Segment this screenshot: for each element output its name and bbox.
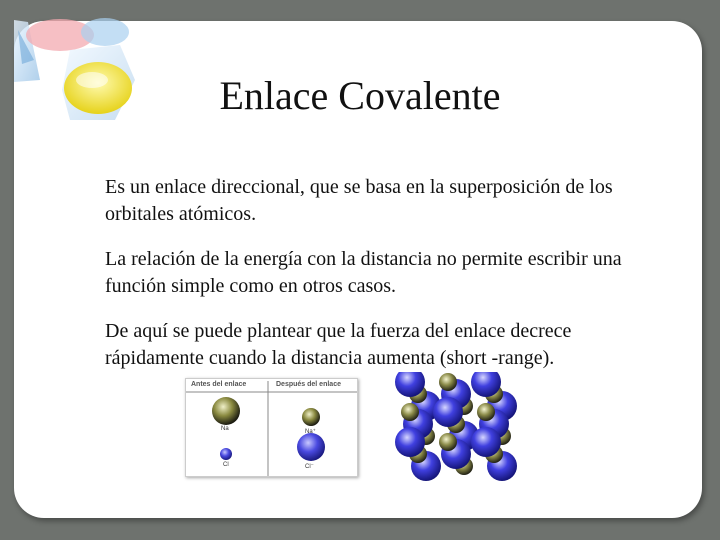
sodium-ion xyxy=(477,403,495,421)
chlorine-ion xyxy=(297,433,325,461)
label-na-ion: Na⁺ xyxy=(305,429,316,435)
slide-title: Enlace Covalente xyxy=(219,73,501,118)
ionic-bond-diagram xyxy=(185,378,358,477)
paragraph-definition: Es un enlace direccional, que se basa en la superposición de los orbitales atómicos. xyxy=(105,176,613,225)
sodium-ion xyxy=(302,408,320,426)
sodium-ion xyxy=(401,403,419,421)
chloride-ion xyxy=(433,397,463,427)
sodium-ion xyxy=(439,433,457,451)
chlorine-atom xyxy=(220,448,232,460)
chloride-ion xyxy=(395,427,425,457)
nacl-lattice-image xyxy=(388,372,523,487)
paragraph-energy-distance: La relación de la energía con la distancia no permite escribir una función simple como en otros casos. xyxy=(105,248,622,297)
paragraph-short-range: De aquí se puede plantear que la fuerza del enlace decrece rápidamente cuando la distancia aumenta (short -range). xyxy=(105,320,572,369)
label-cl-ion: Cl⁻ xyxy=(305,464,314,470)
label-cl: Cl xyxy=(223,462,229,468)
header-before: Antes del enlace xyxy=(191,381,247,388)
sodium-atom xyxy=(212,397,240,425)
sodium-ion xyxy=(439,373,457,391)
header-after: Después del enlace xyxy=(276,381,341,388)
chloride-ion xyxy=(471,427,501,457)
label-na: Na xyxy=(221,426,229,432)
diagram-graphics xyxy=(186,379,357,476)
